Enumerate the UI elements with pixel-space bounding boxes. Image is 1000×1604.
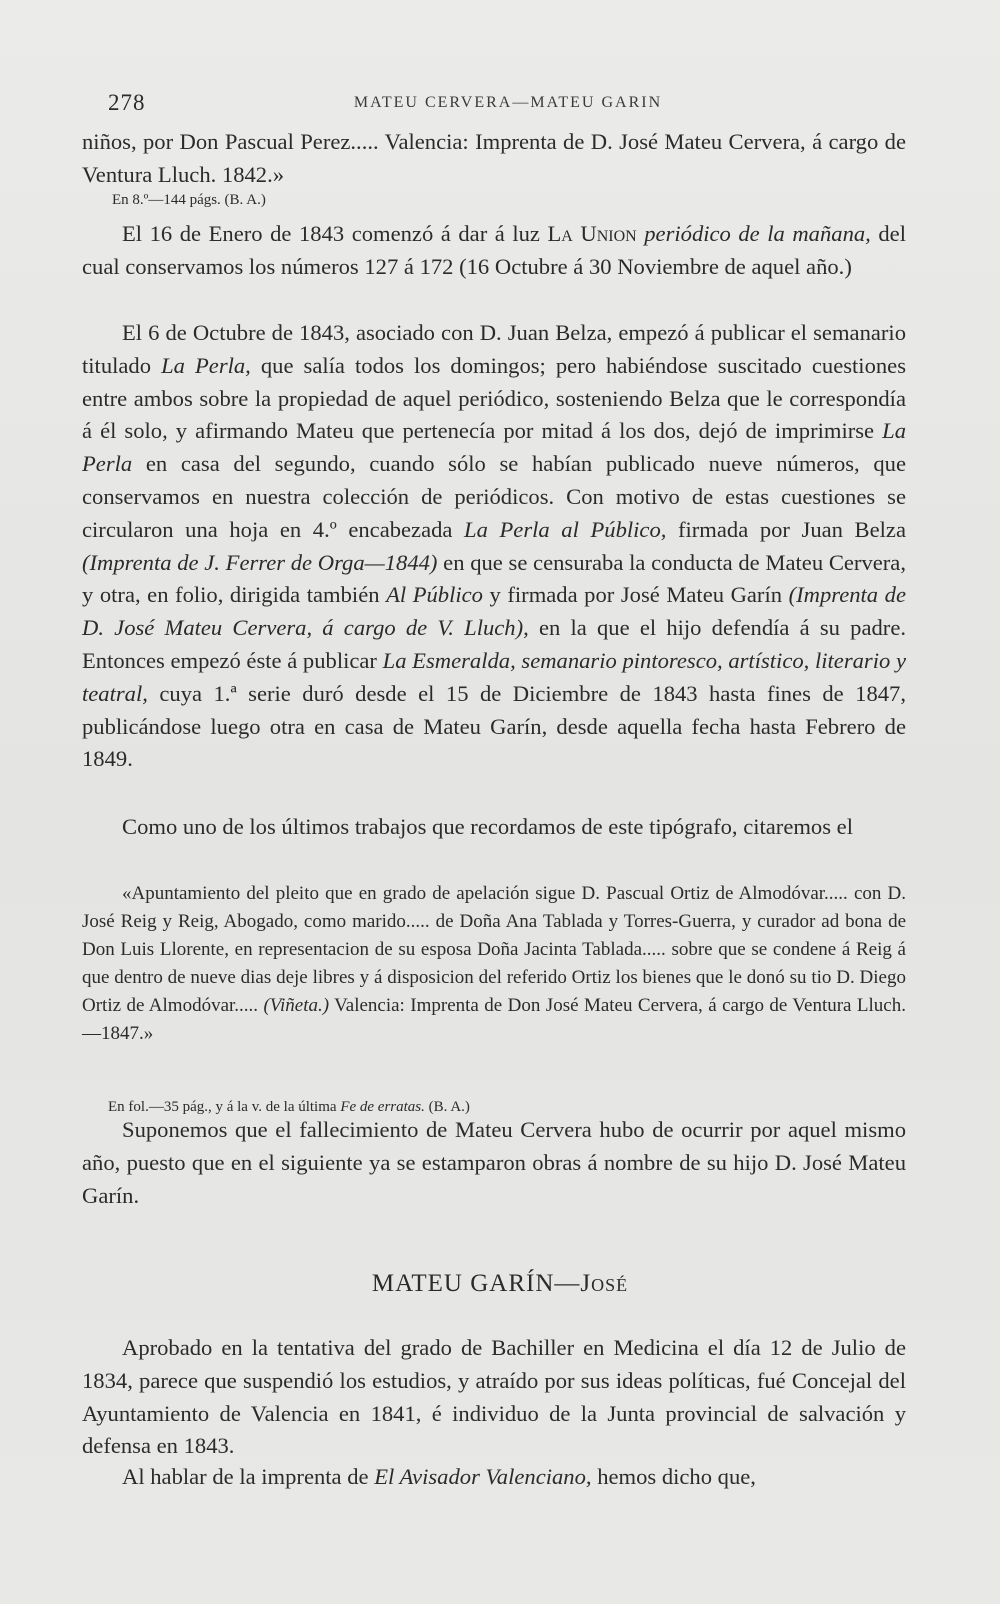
imprenta-ferrer: (Imprenta de J. Ferrer de Orga—1844) — [82, 549, 438, 575]
para2-text-o: cuya 1.ª serie duró desde el 15 de Diciembre de 1843 hasta fines de 1847, publicándose luego otra en casa de Mateu Garín, desde aquella fecha hasta Febrero de 1849. — [82, 680, 906, 772]
paragraph-citaremos — [82, 811, 906, 844]
top-quote — [82, 126, 906, 192]
la-union-title: La Union — [547, 221, 637, 246]
paragraph-la-perla — [82, 317, 906, 776]
para2-text-m: en la que el hijo defendía á su padre. Entonces empezó éste á publicar — [82, 615, 906, 673]
para3-text: Como uno de los últimos trabajos que recordamos de este tipógrafo, citaremos el — [122, 814, 853, 839]
paragraph-avisador — [82, 1461, 906, 1494]
section-title-main: MATEU GARÍN— — [371, 1270, 581, 1297]
para6-text-a: Al hablar de la imprenta de — [122, 1464, 375, 1489]
para2-text-c: que salía todos los domingos; pero habiéndose suscitado cuestiones entre ambos sobre la propiedad de aquel periódico, sosteniendo Belza que le correspondía á él solo, y afirmando Mateu que pertenecía por mitad á los dos, dejó de imprimirse — [82, 352, 906, 444]
vineta: (Viñeta.) — [263, 995, 330, 1016]
page-number: 278 — [108, 90, 146, 115]
la-perla-title-2: La Perla — [82, 418, 906, 477]
la-perla-title: La Perla, — [161, 352, 251, 378]
para2-text-g: firmada por Juan Belza — [666, 516, 906, 542]
section-title-name: José — [580, 1270, 629, 1297]
fe-de-erratas: Fe de erratas. — [340, 1099, 425, 1115]
top-note: En 8.º—144 págs. (B. A.) — [112, 192, 266, 208]
al-publico-title: Al Público — [386, 582, 483, 608]
paragraph-suponemos — [82, 1114, 906, 1212]
para6-text-c: hemos dicho que, — [591, 1464, 756, 1489]
la-esmeralda-title: La Esmeralda, semanario pintoresco, artístico, literario y teatral, — [82, 647, 906, 706]
paragraph-aprobado — [82, 1332, 906, 1463]
imprenta-mateu: (Imprenta de D. José Mateu Cervera, á cargo de V. Lluch), — [82, 582, 906, 641]
la-perla-publico-title: La Perla al Público, — [464, 516, 667, 542]
page-header — [108, 90, 908, 120]
para1-text-d: del cual conservamos los números 127 á 172 (16 Octubre á 30 Noviembre de aquel año.) — [82, 221, 906, 279]
para4-text: Suponemos que el fallecimiento de Mateu Cervera hubo de ocurrir por aquel mismo año, puesto que en el siguiente ya se estamparon obras á nombre de su hijo D. José Mateu Garín. — [82, 1117, 906, 1208]
avisador-title: El Avisador Valenciano, — [374, 1464, 592, 1489]
quote2-text-a: «Apuntamiento del pleito que en grado de apelación sigue D. Pascual Ortiz de Almodóvar..... con D. José Reig y Reig, Abogado, como marido..... de Doña Ana Tablada y Torres-Guerra, y curador ad bona de Don Luis Llorente, en representacion de su esposa Doña Jacinta Tablada..... sobre que se condene á Reig á que dentro de nueve dias deje libres y á disposicion del referido Ortiz los bienes que le donó su tio D. Diego Ortiz de Almodóvar..... — [82, 883, 906, 1016]
section-title — [0, 1270, 1000, 1298]
top-quote-text: niños, por Don Pascual Perez..... Valencia: Imprenta de D. José Mateu Cervera, á cargo de Ventura Lluch. 1842.» — [82, 129, 906, 187]
para2-text-e: en casa del segundo, cuando sólo se habían publicado nueve números, que conservamos en nuestra colección de periódicos. Con motivo de estas cuestiones se circularon una hoja en 4.º encabezada — [82, 451, 906, 542]
para5-text: Aprobado en la tentativa del grado de Bachiller en Medicina el día 12 de Julio de 1834, parece que suspendió los estudios, y atraído por sus ideas políticas, fué Concejal del Ayuntamiento de Valencia en 1841, é individuo de la Junta provincial de salvación y defensa en 1843. — [82, 1335, 906, 1459]
running-head: MATEU CERVERA—MATEU GARIN — [353, 94, 663, 111]
quote2-text-c: Valencia: Imprenta de Don José Mateu Cervera, á cargo de Ventura Lluch.—1847.» — [82, 995, 906, 1044]
paragraph-la-union — [82, 218, 906, 284]
para1-text-a: El 16 de Enero de 1843 comenzó á dar á luz — [122, 221, 548, 246]
para2-text-k: y firmada por José Mateu Garín — [482, 582, 789, 608]
para2-text-i: en que se censuraba la conducta de Mateu Cervera, y otra, en folio, dirigida también — [82, 549, 906, 608]
note2-text-a: En fol.—35 pág., y á la v. de la última — [108, 1099, 341, 1115]
quote-apuntamiento — [82, 880, 906, 1048]
la-union-subtitle: periódico de la mañana, — [636, 221, 871, 246]
note2-text-c: (B. A.) — [424, 1099, 470, 1115]
para2-text-a: El 6 de Octubre de 1843, asociado con D. Juan Belza, empezó á publicar el semanario titulado — [82, 320, 906, 378]
